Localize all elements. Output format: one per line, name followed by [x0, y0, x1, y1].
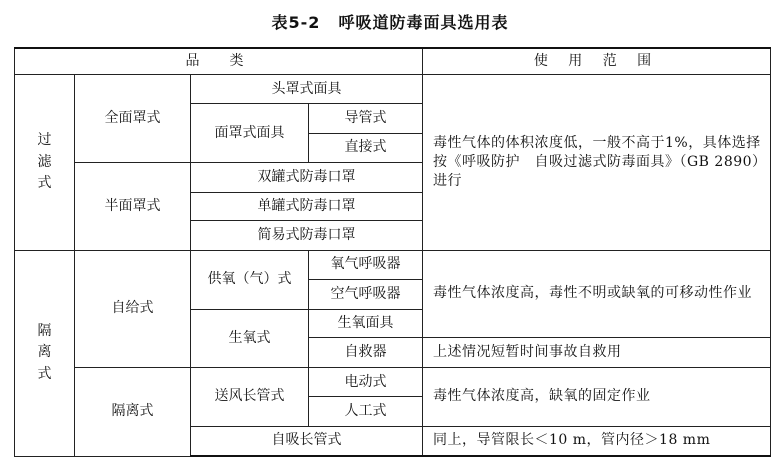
filter-usage: 毒性气体的体积浓度低，一般不高于1%，具体选择按《呼吸防护 自吸过滤式防毒面具》（GB 2890）进行: [423, 75, 771, 250]
header-scope: 使 用 范 围: [423, 48, 771, 75]
tube-type: 导管式: [309, 104, 423, 134]
full-face-type: 全面罩式: [75, 75, 191, 163]
long-tube-usage: 毒性气体浓度高，缺氧的固定作业: [423, 367, 771, 426]
long-tube-type: 送风长管式: [191, 367, 309, 426]
manual-type: 人工式: [309, 397, 423, 427]
oxygen-supply-type: 供氧（气）式: [191, 250, 309, 309]
oxygen-mask: 生氧面具: [309, 309, 423, 338]
face-mask: 面罩式面具: [191, 104, 309, 163]
isolated-type: 隔离式: [75, 367, 191, 456]
oxygen-breather: 氧气呼吸器: [309, 250, 423, 280]
table-number: 表5-2: [271, 13, 321, 32]
direct-type: 直接式: [309, 133, 423, 163]
header-category: 品 类: [15, 48, 423, 75]
self-supply-usage: 毒性气体浓度高，毒性不明或缺氧的可移动性作业: [423, 250, 771, 338]
self-rescuer-usage: 上述情况短暂时间事故自救用: [423, 338, 771, 368]
oxygen-gen-type: 生氧式: [191, 309, 309, 367]
electric-type: 电动式: [309, 367, 423, 397]
simple-mask: 简易式防毒口罩: [191, 221, 423, 251]
filter-group-label: 过 滤 式: [15, 75, 75, 250]
half-face-type: 半面罩式: [75, 163, 191, 251]
isolation-group-label: 隔 离 式: [15, 250, 75, 456]
double-can-mask: 双罐式防毒口罩: [191, 163, 423, 193]
self-rescuer: 自救器: [309, 338, 423, 368]
air-breather: 空气呼吸器: [309, 280, 423, 310]
head-mask: 头罩式面具: [191, 75, 423, 104]
self-supply-type: 自给式: [75, 250, 191, 367]
self-suction-usage: 同上，导管限长＜10 m，管内径＞18 mm: [423, 426, 771, 456]
self-suction-tube: 自吸长管式: [191, 426, 423, 456]
table-name: 呼吸道防毒面具选用表: [338, 13, 509, 32]
table-title: [0, 10, 780, 33]
respirator-selection-table: [14, 47, 771, 457]
single-can-mask: 单罐式防毒口罩: [191, 192, 423, 221]
